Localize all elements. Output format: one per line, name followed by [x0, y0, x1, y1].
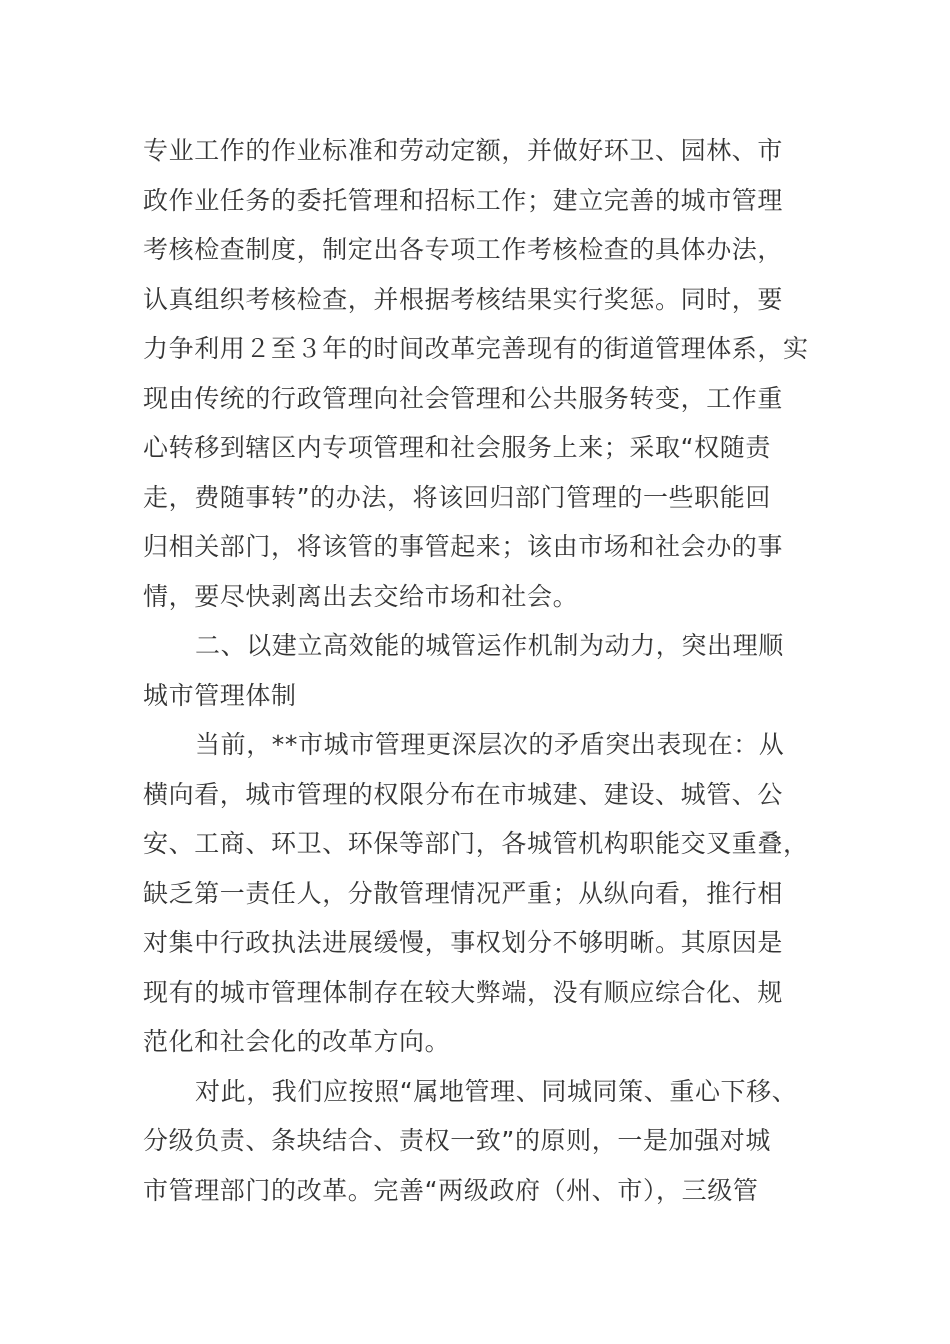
- section-heading: 二、以建立高效能的城管运作机制为动力，突出理顺: [195, 631, 784, 660]
- text-line: 范化和社会化的改革方向。: [143, 1027, 451, 1056]
- text-line: 心转移到辖区内专项管理和社会服务上来；采取“权随责: [143, 433, 771, 462]
- body-text: [143, 126, 813, 1215]
- text-line: 安、工商、环卫、环保等部门，各城管机构职能交叉重叠，: [143, 829, 809, 858]
- text-line: 横向看，城市管理的权限分布在市城建、建设、城管、公: [143, 779, 784, 809]
- text-line: 政作业任务的委托管理和招标工作；建立完善的城市管理: [143, 185, 784, 215]
- text-line: 考核检查制度，制定出各专项工作考核检查的具体办法，: [143, 235, 784, 264]
- text-line: 现由传统的行政管理向社会管理和公共服务转变，工作重: [143, 383, 784, 413]
- text-line: 市管理部门的改革。完善“两级政府（州、市），三级管: [143, 1175, 759, 1205]
- text-line: 现有的城市管理体制存在较大弊端，没有顺应综合化、规: [143, 977, 784, 1007]
- text-line: 情，要尽快剥离出去交给市场和社会。: [143, 581, 579, 611]
- text-line: 专业工作的作业标准和劳动定额，并做好环卫、园林、市: [143, 136, 784, 165]
- text-line: 认真组织考核检查，并根据考核结果实行奖惩。同时，要: [143, 284, 784, 314]
- section-heading-continued: 城市管理体制: [143, 680, 297, 710]
- text-line: 走，费随事转”的办法，将该回归部门管理的一些职能回: [143, 482, 771, 512]
- text-line: 分级负责、条块结合、责权一致”的原则，一是加强对城: [143, 1126, 771, 1155]
- text-line: 对此，我们应按照“属地管理、同城同策、重心下移、: [195, 1076, 798, 1106]
- text-line: 力争利用２至３年的时间改革完善现有的街道管理体系，实: [143, 334, 809, 363]
- text-line: 当前，**市城市管理更深层次的矛盾突出表现在：从: [195, 730, 785, 759]
- text-line: 归相关部门，将该管的事管起来；该由市场和社会办的事: [143, 532, 784, 561]
- text-line: 对集中行政执法进展缓慢，事权划分不够明晰。其原因是: [143, 928, 784, 957]
- text-line: 缺乏第一责任人，分散管理情况严重；从纵向看，推行相: [143, 878, 784, 908]
